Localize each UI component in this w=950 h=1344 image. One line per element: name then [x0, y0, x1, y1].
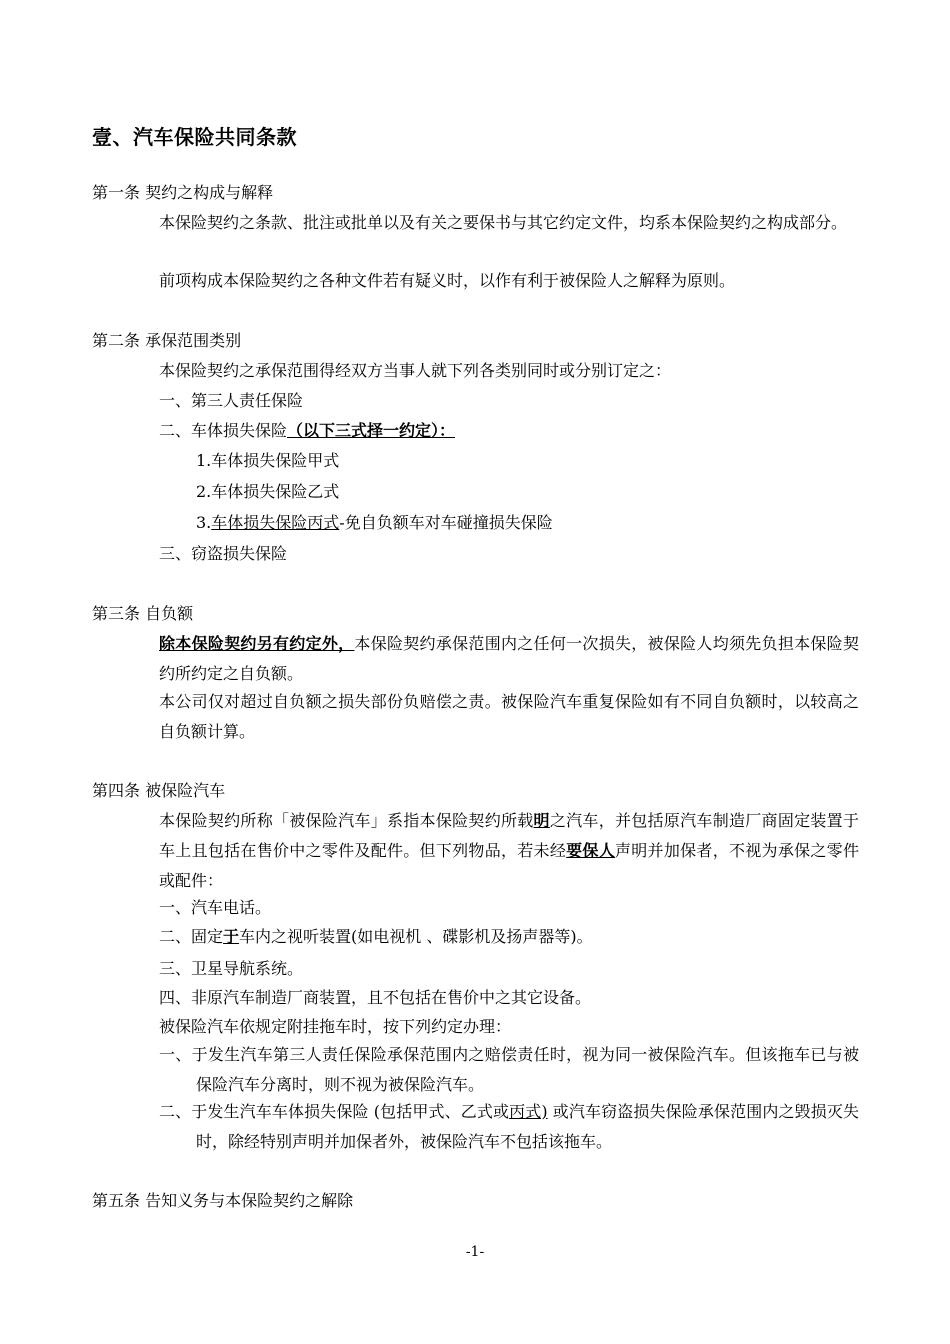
article-2-sub-1: 1.车体损失保险甲式	[196, 451, 340, 470]
article-4-p1-part-e: 声明并加保者，不视为承保之零件或配件：	[159, 841, 859, 890]
article-4-item-1: 一、汽车电话。	[159, 898, 272, 917]
article-4-item-4: 四、非原汽车制造厂商装置，且不包括在售价中之其它设备。	[159, 988, 592, 1007]
article-2-item-2	[159, 416, 859, 446]
article-2-heading: 第二条 承保范围类别	[92, 331, 242, 350]
article-4-p1-part-c: 之汽车，并包括原汽车制造厂商固定装置于车上且包括在售价中之零件及配件。但下列物品，若未经	[159, 811, 859, 860]
article-3-paragraph-2: 本公司仅对超过自负额之损失部份负赔偿之责。被保险汽车重复保险如有不同自负额时，以较高之自负额计算。	[159, 692, 859, 741]
article-5-heading: 第五条 告知义务与本保险契约之解除	[92, 1191, 354, 1210]
article-2-sub-3-number: 3.	[196, 513, 212, 532]
article-3-paragraph-1-text: 本保险契约承保范围内之任何一次损失，被保险人均须先负担本保险契约所约定之自负额。	[159, 634, 859, 683]
article-4-item-2	[159, 922, 859, 952]
article-4-tow-1: 一、于发生汽车第三人责任保险承保范围内之赔偿责任时，视为同一被保险汽车。但该拖车已与被保险汽车分离时，则不视为被保险汽车。	[159, 1045, 859, 1094]
article-4-item-2-c: 车内之视听装置(如电视机 、碟影机及扬声器等)。	[239, 927, 593, 946]
article-2-sub-3-name: 车体损失保险丙式	[211, 513, 340, 532]
article-4-item-2-a: 二、固定	[159, 927, 224, 946]
article-4-tow-2-c: 或汽车窃盗损失保险承保范围内之毁损灭失时，除经特别声明并加保者外，被保险汽车不包括该拖车。	[196, 1102, 859, 1151]
article-1-paragraph-1: 本保险契约之条款、批注或批单以及有关之要保书与其它约定文件，均系本保险契约之构成部分。	[159, 213, 848, 232]
article-2-item-3: 三、窃盗损失保险	[159, 544, 288, 563]
article-4-tow-2-a: 二、于发生汽车车体损失保险 (包括甲式、乙式或	[159, 1102, 510, 1121]
document-title: 壹、汽车保险共同条款	[92, 125, 297, 149]
article-2-item-2-text: 二、车体损失保险	[159, 421, 288, 440]
article-2-sub-3	[196, 508, 796, 538]
article-4-item-3: 三、卫星导航系统。	[159, 959, 304, 978]
article-3-heading: 第三条 自负额	[92, 604, 194, 623]
article-2-item-2-note: （以下三式择一约定）：	[287, 421, 456, 440]
page-number: -1-	[465, 1244, 485, 1260]
article-4-p1-emphasis-1: 明	[533, 811, 550, 830]
article-4-tow-2	[159, 1097, 859, 1157]
article-2-sub-3-desc: -免自负额车对车碰撞损失保险	[339, 513, 553, 532]
article-3-paragraph-1	[159, 629, 859, 689]
article-4-item-2-emphasis: 于	[223, 927, 240, 946]
article-1-heading: 第一条 契约之构成与解释	[92, 183, 274, 202]
article-4-heading: 第四条 被保险汽车	[92, 781, 226, 800]
article-2-sub-2: 2.车体损失保险乙式	[196, 482, 340, 501]
article-2-intro: 本保险契约之承保范围得经双方当事人就下列各类别同时或分别订定之：	[159, 361, 672, 380]
article-4-p1-part-a: 本保险契约所称「被保险汽车」系指本保险契约所载	[159, 811, 534, 830]
article-1-paragraph-2: 前项构成本保险契约之各种文件若有疑义时，以作有利于被保险人之解释为原则。	[159, 271, 736, 290]
article-4-tow-2-underlined: 丙式)	[509, 1102, 548, 1121]
article-4-paragraph-2: 被保险汽车依规定附挂拖车时，按下列约定办理：	[159, 1017, 512, 1036]
article-2-item-1: 一、第三人责任保险	[159, 391, 304, 410]
article-4-p1-emphasis-2: 要保人	[566, 841, 615, 860]
article-4-paragraph-1	[159, 806, 859, 896]
article-3-emphasis: 除本保险契约另有约定外，	[159, 634, 355, 653]
